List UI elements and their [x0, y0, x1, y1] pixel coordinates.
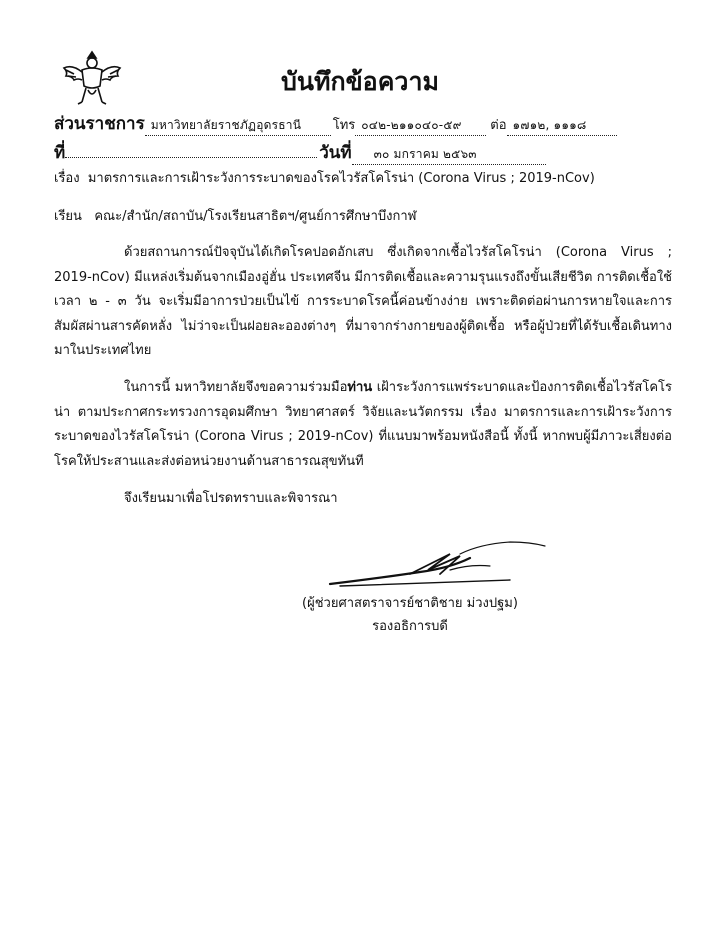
memo-title: บันทึกข้อความ — [281, 67, 439, 96]
recipient-label: เรียน — [54, 209, 82, 224]
body-paragraph-1: ด้วยสถานการณ์ปัจจุบันได้เกิดโรคปอดอักเสบ ซึ่งเกิดจากเชื้อไวรัสโคโรน่า (Corona Virus ; 2019-nCov) มีแหล่งเริ่มต้นจากเมืองอู่ฮั่น ประเทศจีน มีการติดเชื้อและความรุนแรงถึงขั้นเสียชีวิต การติดเชื้อใช้เวลา ๒ - ๓ วัน จะเริ่มมีอาการป่วยเป็นไข้ การระบาดโรคนี้ค่อนข้างง่าย เพราะติดต่อผ่านการหายใจและการสัมผัสผ่านสารคัดหลั่ง ไม่ว่าจะเป็นฝอยละอองต่างๆ ที่มาจากร่างกายของผู้ติดเชื้อ หรือผู้ป่วยที่ได้รับเชื้อเดินทางมาในประเทศไทย — [54, 245, 672, 358]
ext-label: ต่อ — [490, 118, 507, 133]
closing-text: จึงเรียนมาเพื่อโปรดทราบและพิจารณา — [124, 491, 338, 506]
handwritten-signature-icon — [300, 534, 560, 590]
reference-row — [54, 139, 546, 166]
date-value: ๓๐ มกราคม ๒๕๖๓ — [373, 147, 477, 161]
paragraph-2-start: ในการนี้ มหาวิทยาลัยจึงขอความร่วมมือ — [124, 380, 348, 395]
recipient-text: คณะ/สำนัก/สถาบัน/โรงเรียนสาธิตฯ/ศูนย์การศึกษาบึงกาฬ — [94, 209, 417, 224]
phone-value: ๐๔๒-๒๑๑๐๔๐-๕๙ — [361, 118, 462, 132]
ext-value: ๑๗๑๒, ๑๑๑๘ — [512, 118, 587, 132]
body-paragraph-2 — [54, 376, 672, 474]
signer-name: (ผู้ช่วยศาสตราจารย์ชาติชาย ม่วงปฐม) — [302, 596, 518, 611]
department-value: มหาวิทยาลัยราชภัฏอุดรธานี — [150, 118, 302, 132]
department-label: ส่วนราชการ — [54, 114, 145, 134]
phone-label: โทร — [332, 118, 356, 133]
subject-text: มาตรการและการเฝ้าระวังการระบาดของโรคไวรัสโคโรน่า (Corona Virus ; 2019-nCov) — [87, 171, 595, 186]
paragraph-2-emphasis: ท่าน — [347, 380, 373, 395]
subject-label: เรื่อง — [54, 171, 80, 186]
paragraph-2-rest: เฝ้าระวังการแพร่ระบาดและป้องการติดเชื้อไวรัสโคโรน่า ตามประกาศกระทรวงการอุดมศึกษา วิทยาศาสตร์ วิจัยและนวัตกรรม เรื่อง มาตรการและการเฝ้าระวังการระบาดของไวรัสโคโรน่า (Corona Virus ; 2019-nCov) ที่แนบมาพร้อมหนังสือนี้ ทั้งนี้ หากพบผู้มีภาวะเสี่ยงต่อโรคให้ประสานและส่งต่อหน่วยงานด้านสาธารณสุขทันที — [54, 380, 672, 469]
date-label: วันที่ — [319, 143, 352, 163]
department-row — [54, 110, 617, 137]
signer-position: รองอธิการบดี — [372, 619, 448, 634]
subject-row — [54, 166, 595, 191]
recipient-row — [54, 204, 417, 229]
ref-label: ที่ — [54, 143, 66, 163]
